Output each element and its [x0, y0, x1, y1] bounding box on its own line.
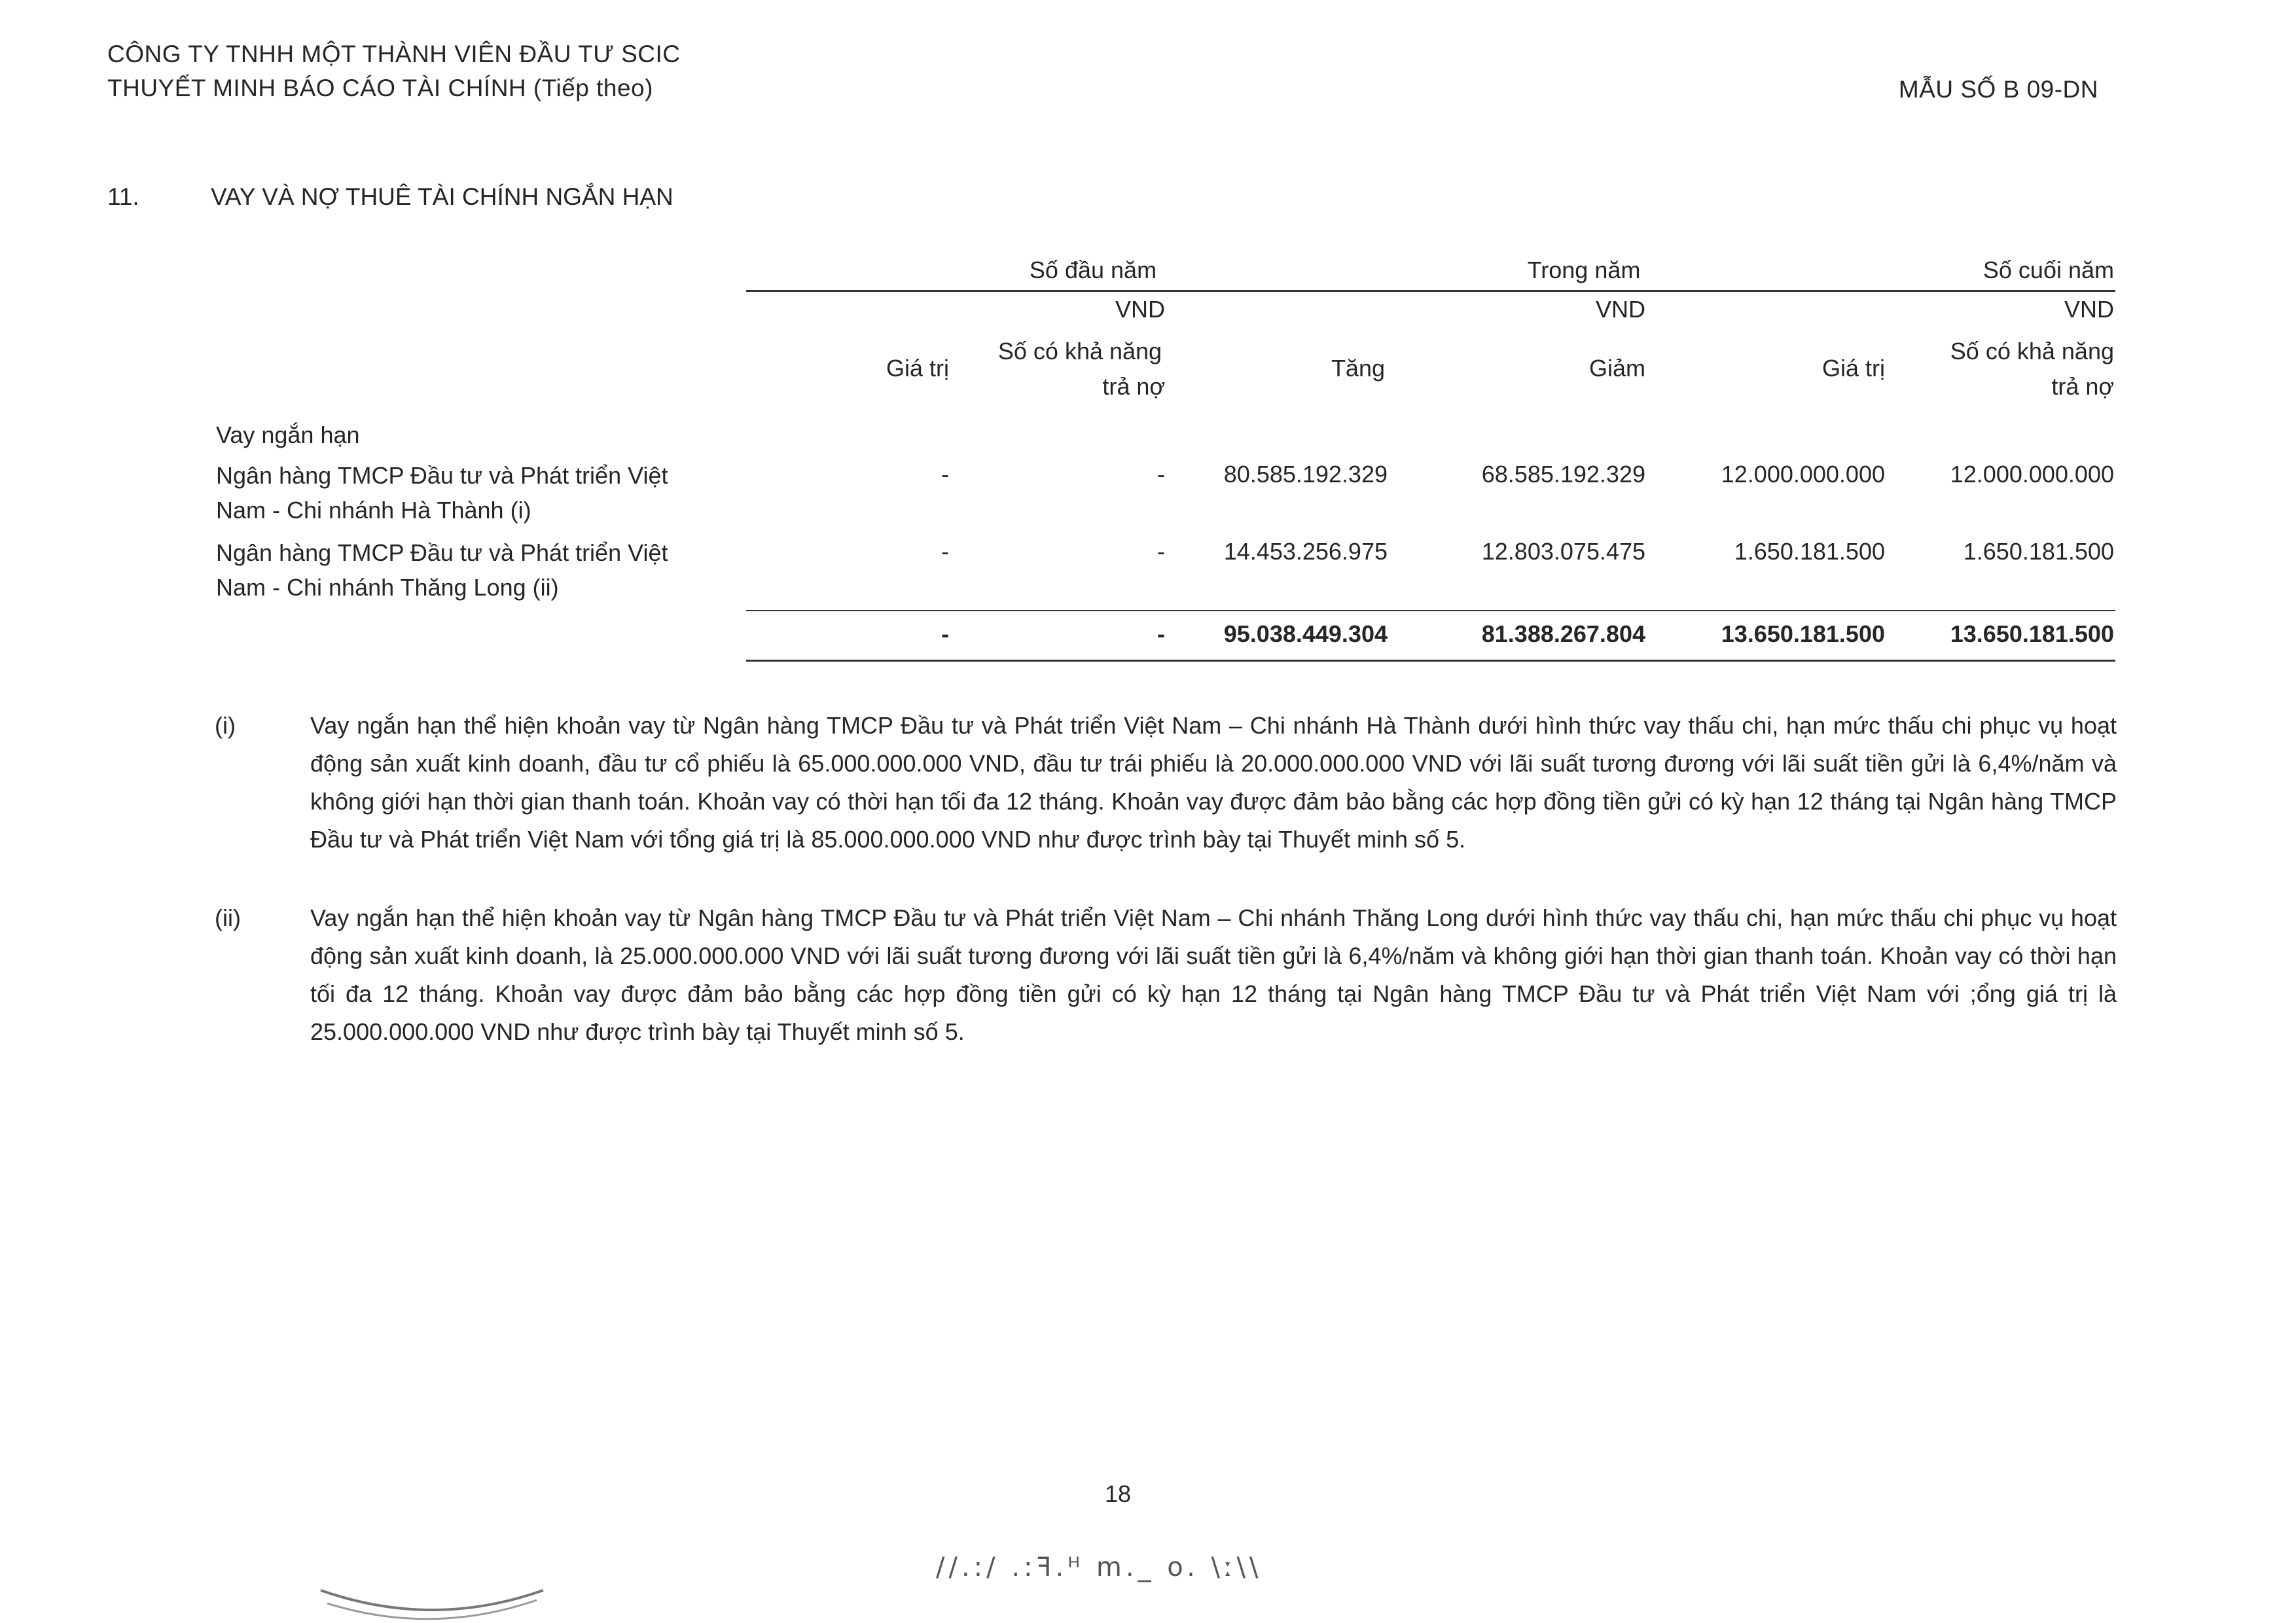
col-increase: Tăng [1331, 355, 1385, 382]
col-open-repay-l2: trả nợ [1102, 373, 1165, 400]
group-during: Trong năm [1527, 257, 1641, 283]
cell-increase: 14.453.256.975 [1223, 538, 1388, 565]
total-decrease: 81.388.267.804 [1481, 620, 1645, 647]
stamp-text: //.:/ .:ꟻ.ᴴ m._ o. \ː\\ [936, 1552, 1263, 1582]
row-label-line: Ngân hàng TMCP Đầu tư và Phát triển Việt [216, 462, 668, 489]
col-close-repay-l1: Số có khả năng [1950, 338, 2114, 365]
cell-close-repay: 1.650.181.500 [1963, 538, 2114, 565]
header-rule [746, 290, 2115, 292]
col-open-value: Giá trị [886, 355, 949, 382]
cell-decrease: 12.803.075.475 [1481, 538, 1645, 565]
company-name: CÔNG TY TNHH MỘT THÀNH VIÊN ĐẦU TƯ SCIC [107, 41, 681, 67]
cell-open-value: - [941, 461, 949, 488]
cell-open-repay: - [1157, 538, 1165, 565]
note-paragraph: Vay ngắn hạn thể hiện khoản vay từ Ngân hàng TMCP Đầu tư và Phát triển Việt Nam – Chi nhánh Thăng Long dưới hình thức vay thấu chi, hạn mức thấu chi phục vụ hoạt động sản xuất kinh doanh, là 25.000.000.000 VND với lãi suất tương đương với lãi suất tiền gửi là 6,4%/năm và không giới hạn thời gian thanh toán. Khoản vay có thời hạn tối đa 12 tháng. Khoản vay được đảm bảo bằng các hợp đồng tiền gửi có kỳ hạn 12 tháng tại Ngân hàng TMCP Đầu tư và Phát triển Việt Nam với ;ổng giá trị là 25.000.000.000 VND như được trình bày tại Thuyết minh số 5. [310, 904, 2117, 1045]
row-section-label: Vay ngắn hạn [216, 421, 360, 448]
note-marker: (ii) [215, 904, 241, 931]
col-decrease: Giảm [1588, 355, 1645, 382]
cell-increase: 80.585.192.329 [1223, 461, 1388, 488]
report-subtitle: THUYẾT MINH BÁO CÁO TÀI CHÍNH (Tiếp theo) [107, 75, 653, 101]
form-number: MẪU SỐ B 09-DN [1898, 76, 2098, 103]
total-open-value: - [941, 620, 949, 647]
note-paragraph: Vay ngắn hạn thể hiện khoản vay từ Ngân hàng TMCP Đầu tư và Phát triển Việt Nam – Chi nhánh Hà Thành dưới hình thức vay thấu chi, hạn mức thấu chi phục vụ hoạt động sản xuất kinh doanh, đầu tư cổ phiếu là 65.000.000.000 VND, đầu tư trái phiếu là 20.000.000.000 VND với lãi suất tương đương với lãi suất tiền gửi là 6,4%/năm và không giới hạn thời gian thanh toán. Khoản vay có thời hạn tối đa 12 tháng. Khoản vay được đảm bảo bằng các hợp đồng tiền gửi có kỳ hạn 12 tháng tại Ngân hàng TMCP Đầu tư và Phát triển Việt Nam với tổng giá trị là 85.000.000.000 VND như được trình bày tại Thuyết minh số 5. [310, 712, 2117, 853]
section-title: VAY VÀ NỢ THUÊ TÀI CHÍNH NGẮN HẠN [211, 183, 673, 210]
cell-open-repay: - [1157, 461, 1165, 488]
cell-decrease: 68.585.192.329 [1481, 461, 1645, 488]
group-opening: Số đầu năm [1029, 257, 1157, 283]
col-close-value: Giá trị [1821, 355, 1885, 382]
group-closing: Số cuối năm [1982, 257, 2114, 283]
total-close-value: 13.650.181.500 [1721, 620, 1885, 647]
section-number: 11. [107, 183, 139, 210]
unit-opening: VND [1115, 296, 1165, 323]
row-label-line: Nam - Chi nhánh Hà Thành (i) [216, 497, 531, 524]
total-increase: 95.038.449.304 [1223, 620, 1388, 647]
page-number: 18 [1105, 1480, 1132, 1507]
total-bottom-rule [746, 660, 2115, 662]
cell-close-value: 1.650.181.500 [1734, 538, 1885, 565]
table-row-label [216, 458, 713, 527]
seal-fragment-icon [314, 1584, 550, 1623]
row-label-line: Ngân hàng TMCP Đầu tư và Phát triển Việt [216, 539, 668, 566]
total-close-repay: 13.650.181.500 [1950, 620, 2114, 647]
unit-closing: VND [2064, 296, 2114, 323]
cell-open-value: - [941, 538, 949, 565]
col-close-repay-l2: trả nợ [2051, 373, 2114, 400]
cell-close-value: 12.000.000.000 [1721, 461, 1885, 488]
unit-during: VND [1595, 296, 1645, 323]
total-open-repay: - [1157, 620, 1165, 647]
table-row-label [216, 535, 713, 605]
row-label-line: Nam - Chi nhánh Thăng Long (ii) [216, 574, 559, 601]
note-marker: (i) [215, 712, 236, 739]
cell-close-repay: 12.000.000.000 [1950, 461, 2114, 488]
col-open-repay-l1: Số có khả năng [997, 338, 1162, 365]
total-top-rule [746, 610, 2115, 611]
